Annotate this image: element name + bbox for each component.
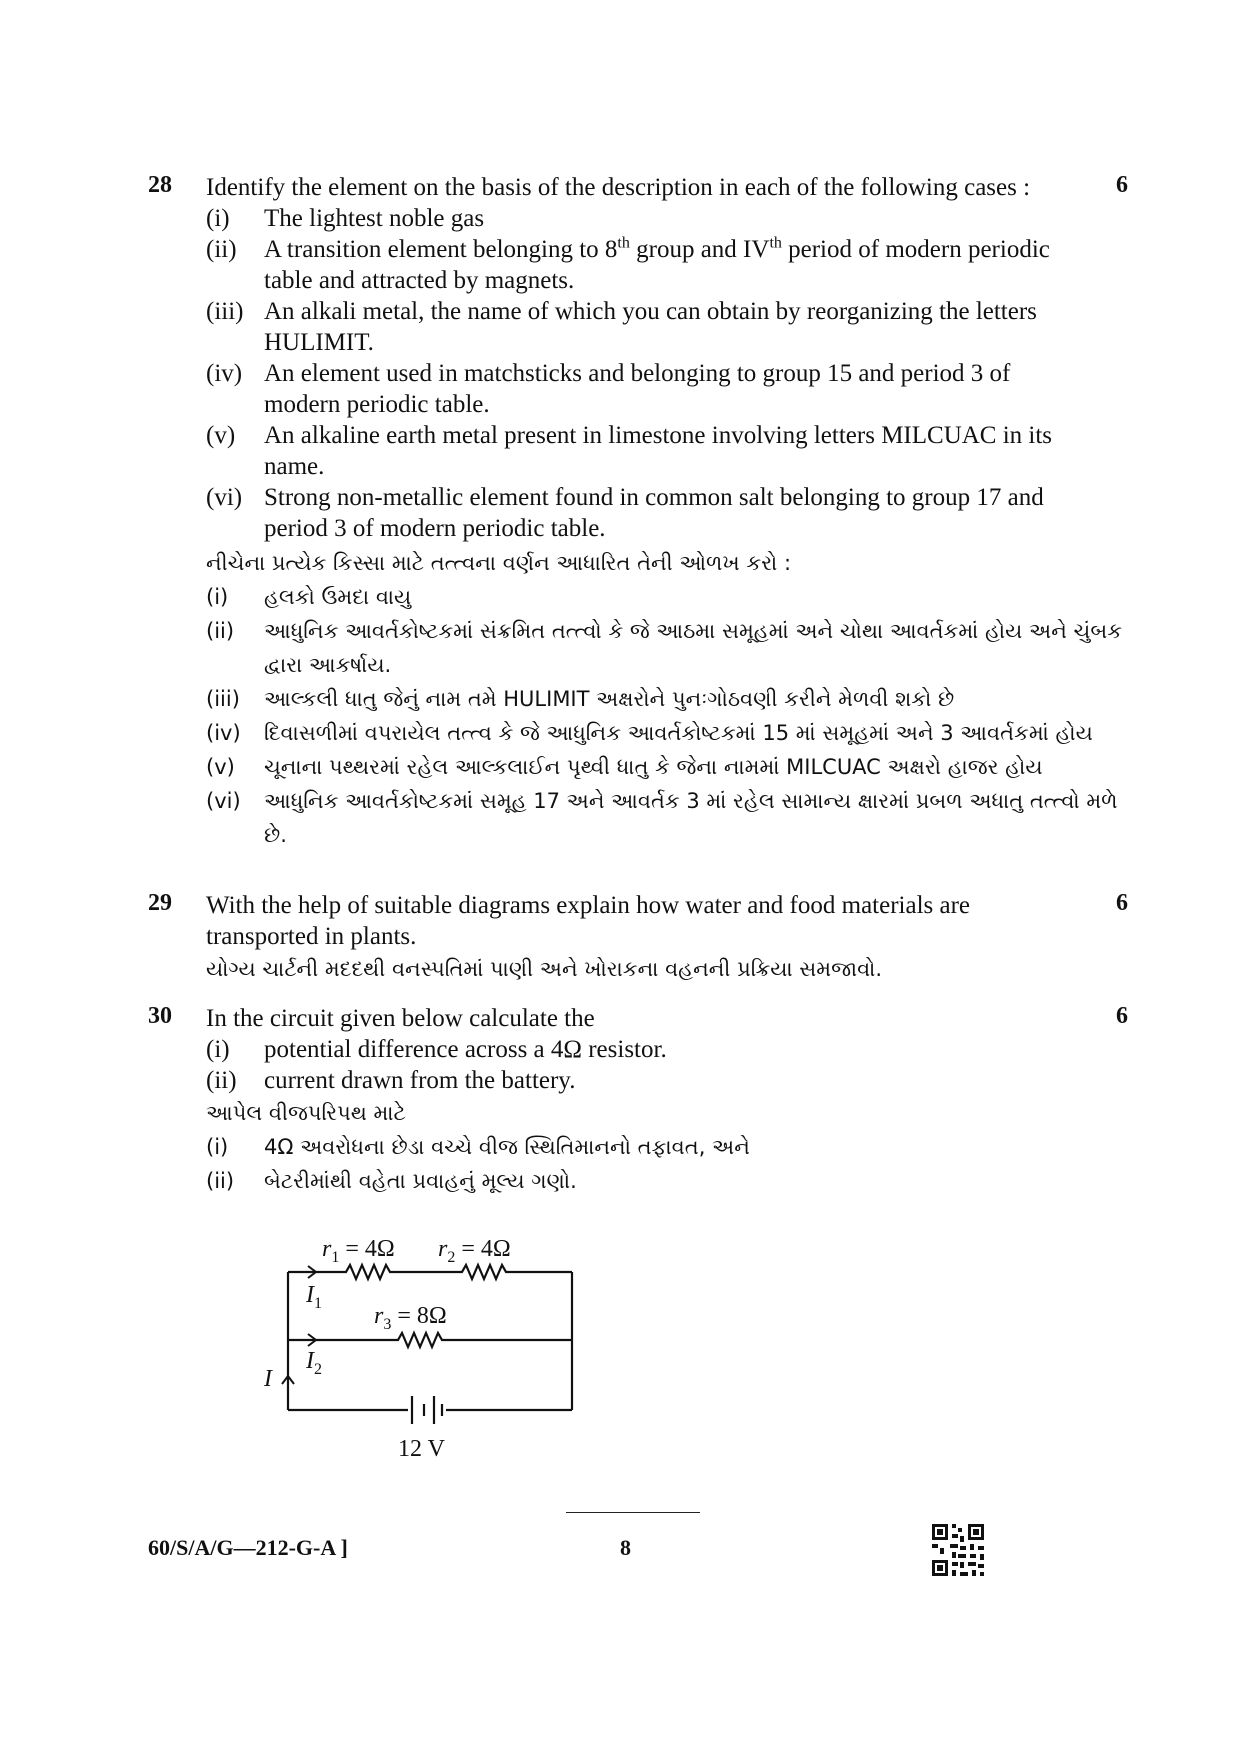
gujarati-sub-item: (iv) દિવાસળીમાં વપરાયેલ તત્ત્વ કે જે આધુનિક આવર્તકોષ્ટકમાં 15 માં સમૂહમાં અને 3 આવર્તકમાં હોય	[206, 721, 1093, 745]
resistor-r1	[288, 1265, 572, 1279]
question-marks: 6	[1116, 172, 1128, 198]
sub-item: (iv) An element used in matchsticks and belonging to group 15 and period 3 of modern periodic table.	[206, 360, 1011, 418]
question-30	[148, 1003, 1128, 1198]
gujarati-stem: આપેલ વીજપરિપથ માટે	[206, 1101, 406, 1125]
label-i1: $I_1$	[306, 1282, 322, 1312]
question-stem: In the circuit given below calculate the	[206, 1005, 595, 1032]
sub-item: (vi) Strong non-metallic element found in common salt belonging to group 17 and period 3 of modern periodic table.	[206, 484, 1044, 542]
footer-rule	[566, 1512, 700, 1513]
sub-item: (ii) current drawn from the battery.	[206, 1067, 576, 1094]
question-29	[148, 890, 1128, 986]
gujarati-stem: યોગ્ય ચાર્ટની મદદથી વનસ્પતિમાં પાણી અને ખોરાકના વહનની પ્રક્રિયા સમજાવો.	[206, 957, 883, 981]
label-i2: $I_2$	[306, 1348, 322, 1378]
sub-item: (v) An alkaline earth metal present in limestone involving letters MILCUAC in its name.	[206, 422, 1053, 480]
question-number: 30	[148, 1003, 172, 1029]
resistor-r3	[288, 1333, 572, 1347]
question-number: 29	[148, 890, 172, 916]
gujarati-sub-item: (vi) આધુનિક આવર્તકોષ્ટકમાં સમૂહ 17 અને આવર્તક 3 માં રહેલ સામાન્ય ક્ષારમાં પ્રબળ અધાતુ તત્ત્વો મળે છે.	[206, 789, 1118, 847]
gujarati-sub-item: (i) હલકો ઉમદા વાયુ	[206, 585, 412, 609]
question-marks: 6	[1116, 1003, 1128, 1029]
gujarati-sub-item: (i) 4Ω અવરોધના છેડા વચ્ચે વીજ સ્થિતિમાનનો તફાવત, અને	[206, 1135, 750, 1159]
question-marks: 6	[1116, 890, 1128, 916]
sub-item: (ii) A transition element belonging to 8th group and IVth period of modern periodic table and attracted by magnets.	[206, 234, 1050, 294]
question-28	[148, 172, 1128, 852]
gujarati-sub-item: (ii) બેટરીમાંથી વહેતા પ્રવાહનું મૂલ્ય ગણો.	[206, 1169, 577, 1193]
sub-item: (i) The lightest noble gas	[206, 205, 485, 232]
gujarati-sub-item: (v) ચૂનાના પથ્થરમાં રહેલ આલ્કલાઈન પૃથ્વી ધાતુ કે જેના નામમાં MILCUAC અક્ષરો હાજર હોય	[206, 755, 1043, 779]
gujarati-sub-item: (ii) આધુનિક આવર્તકોષ્ટકમાં સંક્રમિત તત્ત્વો કે જે આઠમા સમૂહમાં અને ચોથા આવર્તકમાં હોય અને ચુંબક દ્વારા આકર્ષાય.	[206, 619, 1123, 677]
sub-item: (iii) An alkali metal, the name of which you can obtain by reorganizing the letters HULIMIT.	[206, 298, 1037, 356]
question-number: 28	[148, 172, 172, 198]
paper-code: 60/S/A/G—212-G-A ]	[148, 1535, 348, 1560]
label-r3: $r_3 = 8\Omega$	[374, 1303, 447, 1333]
label-r2: $r_2 = 4\Omega$	[438, 1236, 511, 1266]
sub-item: (i) potential difference across a 4Ω resistor.	[206, 1036, 667, 1063]
circuit-diagram	[250, 1220, 610, 1470]
label-r1: $r_1 = 4\Omega$	[322, 1236, 395, 1266]
label-i: I	[264, 1366, 272, 1392]
question-stem: Identify the element on the basis of the description in each of the following cases :	[206, 174, 1031, 201]
question-stem: With the help of suitable diagrams explain how water and food materials are transported in plants.	[206, 892, 971, 950]
qr-code-icon	[930, 1522, 986, 1578]
gujarati-sub-item: (iii) આલ્કલી ધાતુ જેનું નામ તમે HULIMIT અક્ષરોને પુનઃગોઠવણી કરીને મેળવી શકો છે	[206, 687, 955, 711]
page-number: 8	[620, 1535, 631, 1560]
label-battery: 12 V	[398, 1436, 445, 1462]
gujarati-stem: નીચેના પ્રત્યેક કિસ્સા માટે તત્ત્વના વર્ણન આધારિત તેની ઓળખ કરો :	[206, 551, 792, 575]
